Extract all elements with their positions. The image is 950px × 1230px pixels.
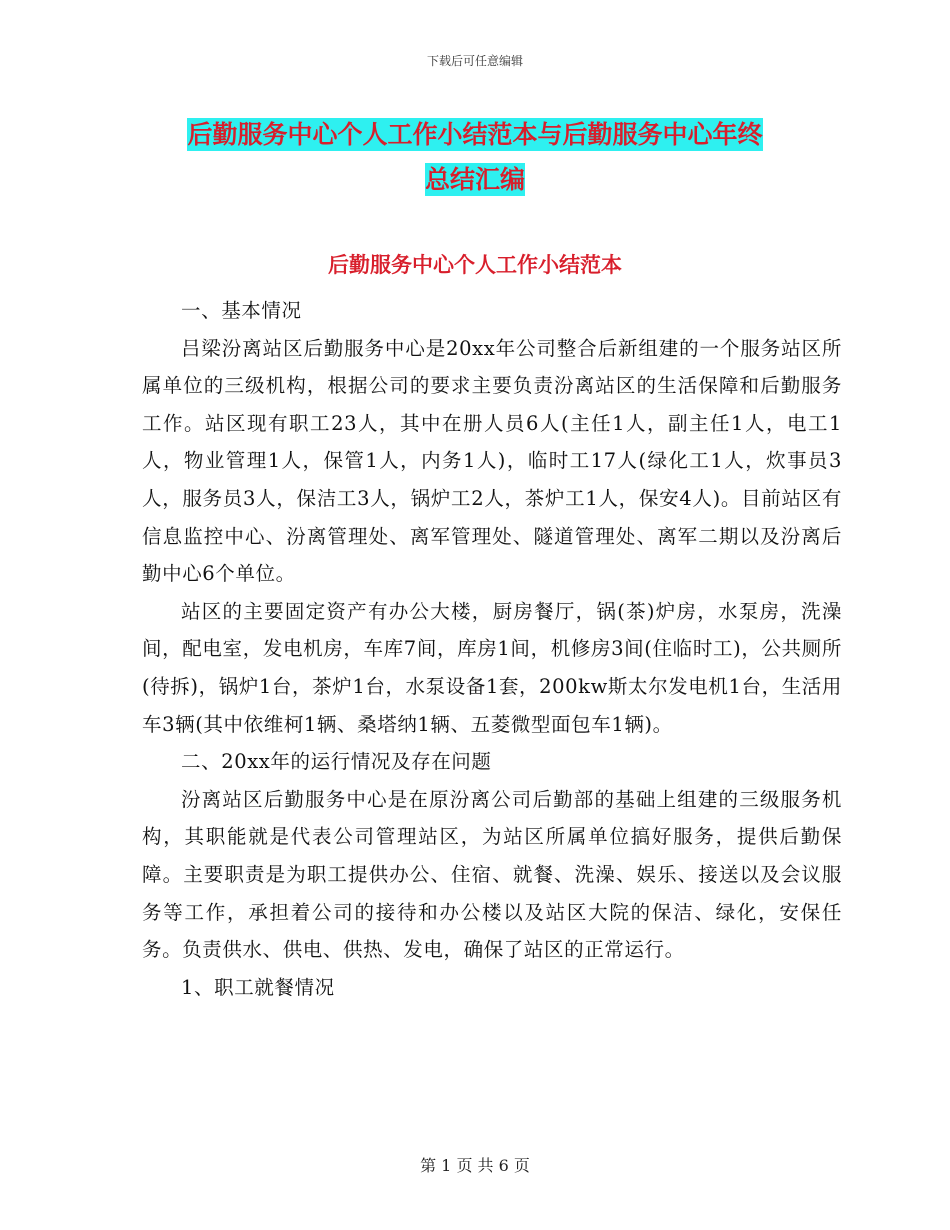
paragraph-functions: 汾离站区后勤服务中心是在原汾离公司后勤部的基础上组建的三级服务机构，其职能就是代表公司管理站区，为站区所属单位搞好服务，提供后勤保障。主要职责是为职工提供办公、住宿、就餐、洗澡、娱乐、接送以及会议服务等工作，承担着公司的接待和办公楼以及站区大院的保洁、绿化，安保任务。负责供水、供电、供热、发电，确保了站区的正常运行。 (142, 787, 842, 962)
heading-dining-situation: 1、职工就餐情况 (181, 975, 335, 999)
heading-basic-situation: 一、基本情况 (181, 299, 302, 322)
header-note: 下载后可任意编辑 (426, 54, 523, 68)
document-title-line-2: 总结汇编 (424, 165, 525, 194)
paragraph-fixed-assets: 站区的主要固定资产有办公大楼，厨房餐厅，锅(茶)炉房，水泵房，洗澡间，配电室，发电机房，车库7间，库房1间，机修房3间(住临时工)，公共厕所(待拆)，锅炉1台，茶炉1台，水泵设备1套，200kw斯太尔发电机1台，生活用车3辆(其中依维柯1辆、桑塔纳1辆、五菱微型面包车1辆)。 (142, 599, 842, 736)
heading-operation-issues: 二、20xx年的运行情况及存在问题 (181, 750, 492, 774)
document-title-line-1: 后勤服务中心个人工作小结范本与后勤服务中心年终 (187, 120, 763, 149)
page-number: 第 1 页 共 6 页 (420, 1156, 530, 1175)
document-body (142, 292, 842, 1006)
paragraph-overview: 吕梁汾离站区后勤服务中心是20xx年公司整合后新组建的一个服务站区所属单位的三级机构，根据公司的要求主要负责汾离站区的生活保障和后勤服务工作。站区现有职工23人，其中在册人员6人(主任1人，副主任1人，电工1人，物业管理1人，保管1人，内务1人)，临时工17人(绿化工1人，炊事员3人，服务员3人，保洁工3人，锅炉工2人，茶炉工1人，保安4人)。目前站区有信息监控中心、汾离管理处、离军管理处、隧道管理处、离军二期以及汾离后勤中心6个单位。 (142, 336, 842, 586)
section-title: 后勤服务中心个人工作小结范本 (328, 253, 622, 277)
document-title (0, 112, 950, 202)
